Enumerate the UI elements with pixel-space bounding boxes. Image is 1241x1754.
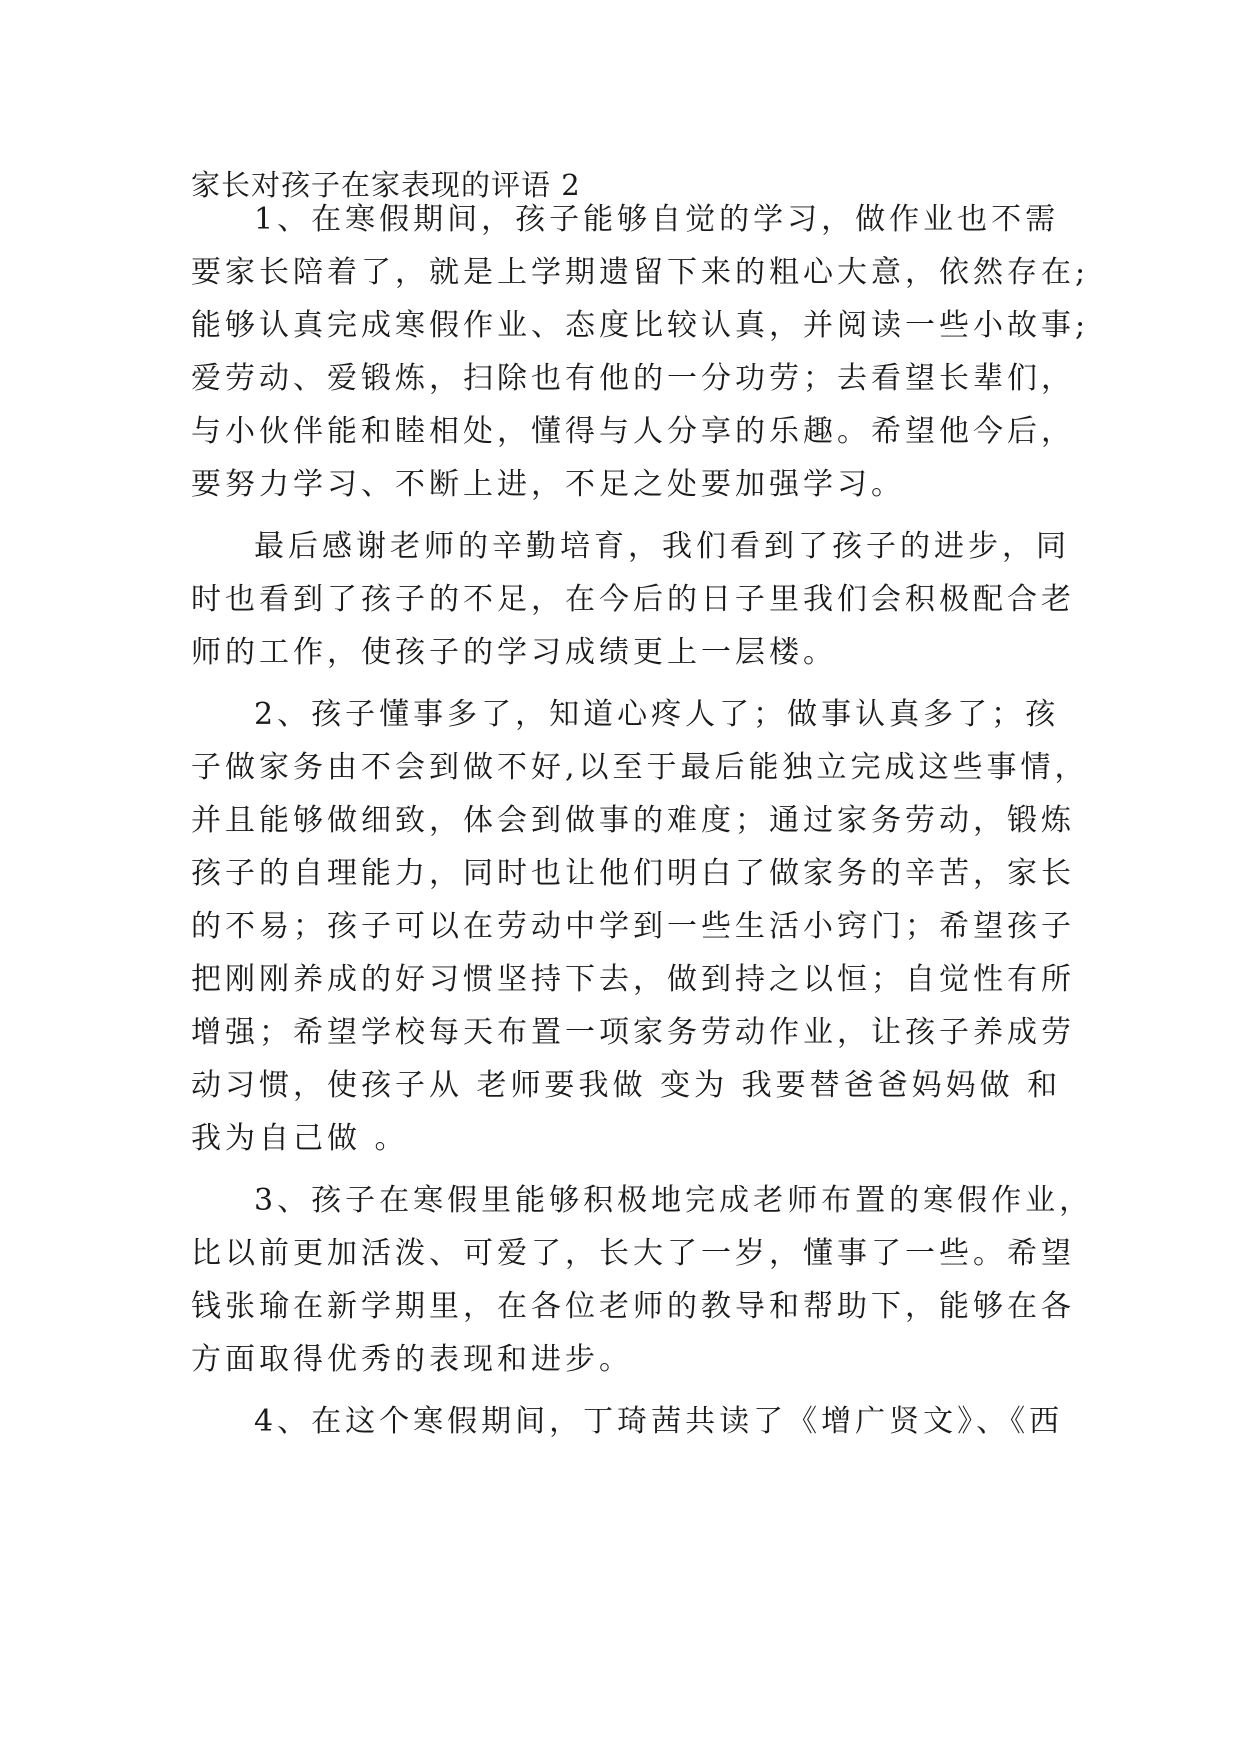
paragraph-2-line-1: 最后感谢老师的辛勤培育，我们看到了孩子的进步，同 bbox=[254, 529, 1070, 564]
paragraph-4-line-3: 钱张瑜在新学期里，在各位老师的教导和帮助下，能够在各 bbox=[191, 1289, 1075, 1324]
paragraph-4-line-1: 3、孩子在寒假里能够积极地完成老师布置的寒假作业， bbox=[254, 1183, 1094, 1218]
paragraph-1-line-3: 能够认真完成寒假作业、态度比较认真，并阅读一些小故事; bbox=[191, 308, 1090, 343]
paragraph-3-line-4: 孩子的自理能力，同时也让他们明白了做家务的辛苦，家长 bbox=[191, 856, 1075, 891]
paragraph-4-line-2: 比以前更加活泼、可爱了，长大了一岁，懂事了一些。希望 bbox=[191, 1236, 1075, 1271]
paragraph-1-line-4: 爱劳动、爱锻炼，扫除也有他的一分功劳；去看望长辈们， bbox=[191, 361, 1075, 396]
paragraph-3-line-6: 把刚刚养成的好习惯坚持下去，做到持之以恒；自觉性有所 bbox=[191, 962, 1075, 997]
paragraph-3-line-7: 增强；希望学校每天布置一项家务劳动作业，让孩子养成劳 bbox=[191, 1015, 1075, 1050]
paragraph-2-line-3: 师的工作，使孩子的学习成绩更上一层楼。 bbox=[191, 635, 837, 670]
paragraph-5-line-1: 4、在这个寒假期间，丁琦茜共读了《增广贤文》、《西 bbox=[254, 1404, 1064, 1439]
paragraph-3-line-8: 动习惯，使孩子从 老师要我做 变为 我要替爸爸妈妈做 和 bbox=[191, 1068, 1062, 1103]
paragraph-3-line-3: 并且能够做细致，体会到做事的难度；通过家务劳动，锻炼 bbox=[191, 803, 1075, 838]
paragraph-3-line-5: 的不易；孩子可以在劳动中学到一些生活小窍门；希望孩子 bbox=[191, 909, 1075, 944]
paragraph-3-line-9: 我为自己做 。 bbox=[191, 1121, 409, 1156]
paragraph-3-line-1: 2、孩子懂事多了，知道心疼人了；做事认真多了；孩 bbox=[254, 697, 1060, 732]
paragraph-1-line-1: 1、在寒假期间，孩子能够自觉的学习，做作业也不需 bbox=[254, 202, 1060, 237]
paragraph-2-line-2: 时也看到了孩子的不足，在今后的日子里我们会积极配合老 bbox=[191, 582, 1075, 617]
paragraph-4-line-4: 方面取得优秀的表现和进步。 bbox=[191, 1342, 633, 1377]
paragraph-3-line-2: 子做家务由不会到做不好,以至于最后能独立完成这些事情， bbox=[191, 750, 1089, 785]
document-title: 家长对孩子在家表现的评语 2 bbox=[191, 168, 581, 202]
paragraph-1-line-6: 要努力学习、不断上进，不足之处要加强学习。 bbox=[191, 467, 905, 502]
paragraph-1-line-2: 要家长陪着了，就是上学期遗留下来的粗心大意，依然存在; bbox=[191, 255, 1090, 290]
paragraph-1-line-5: 与小伙伴能和睦相处，懂得与人分享的乐趣。希望他今后， bbox=[191, 414, 1075, 449]
